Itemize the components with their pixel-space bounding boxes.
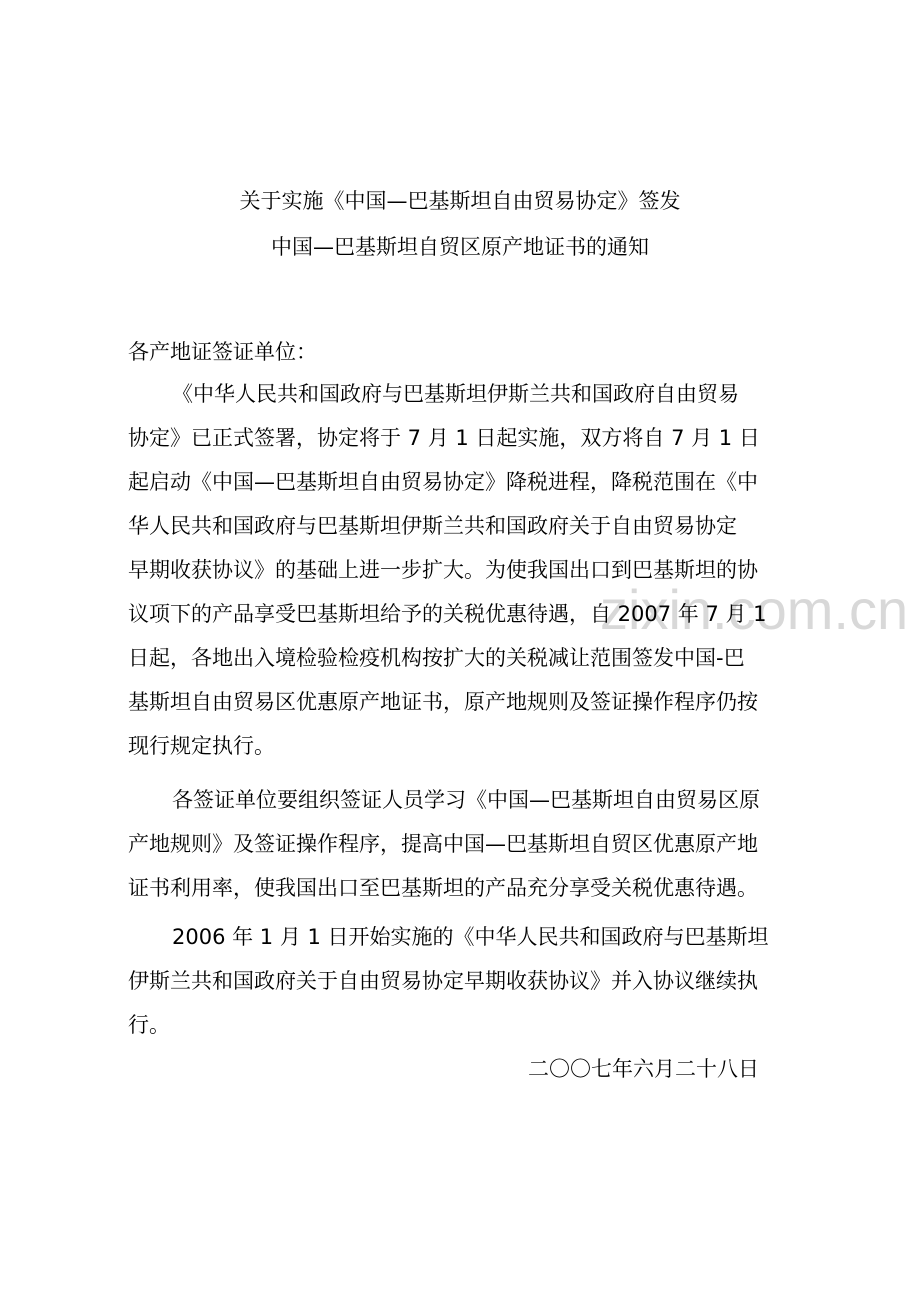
document-title-line-1: 关于实施《中国—巴基斯坦自由贸易协定》签发 (239, 189, 681, 213)
paragraph-1-line-8: 基斯坦自由贸易区优惠原产地证书，原产地规则及签证操作程序仍按 (128, 690, 758, 714)
paragraph-3-line-3: 行。 (128, 1013, 170, 1037)
paragraph-1-line-2: 协定》已正式签署，协定将于 7 月 1 日起实施，双方将自 7 月 1 日 (128, 426, 760, 450)
paragraph-1-line-4: 华人民共和国政府与巴基斯坦伊斯兰共和国政府关于自由贸易协定 (128, 514, 737, 538)
document-title-line-2: 中国—巴基斯坦自贸区原产地证书的通知 (271, 235, 649, 259)
paragraph-1-line-6: 议项下的产品享受巴基斯坦给予的关税优惠待遇，自 2007 年 7 月 1 (128, 602, 767, 626)
paragraph-2-line-2: 产地规则》及签证操作程序，提高中国—巴基斯坦自贸区优惠原产地 (128, 832, 758, 856)
watermark: zixin.com.cn (600, 578, 909, 641)
paragraph-1-line-7: 日起，各地出入境检验检疫机构按扩大的关税减让范围签发中国-巴 (128, 646, 745, 670)
document-date: 二〇〇七年六月二十八日 (528, 1057, 759, 1081)
paragraph-1-line-1: 《中华人民共和国政府与巴基斯坦伊斯兰共和国政府自由贸易 (172, 382, 739, 406)
paragraph-2-line-1: 各签证单位要组织签证人员学习《中国—巴基斯坦自由贸易区原 (172, 788, 760, 812)
paragraph-3-line-2: 伊斯兰共和国政府关于自由贸易协定早期收获协议》并入协议继续执 (128, 969, 758, 993)
paragraph-2-line-3: 证书利用率，使我国出口至巴基斯坦的产品充分享受关税优惠待遇。 (128, 876, 758, 900)
salutation: 各产地证签证单位： (128, 340, 317, 364)
paragraph-1-line-5: 早期收获协议》的基础上进一步扩大。为使我国出口到巴基斯坦的协 (128, 558, 758, 582)
paragraph-1-line-3: 起启动《中国—巴基斯坦自由贸易协定》降税进程，降税范围在《中 (128, 470, 758, 494)
paragraph-1-line-9: 现行规定执行。 (128, 734, 275, 758)
paragraph-3-line-1: 2006 年 1 月 1 日开始实施的《中华人民共和国政府与巴基斯坦 (172, 925, 769, 949)
